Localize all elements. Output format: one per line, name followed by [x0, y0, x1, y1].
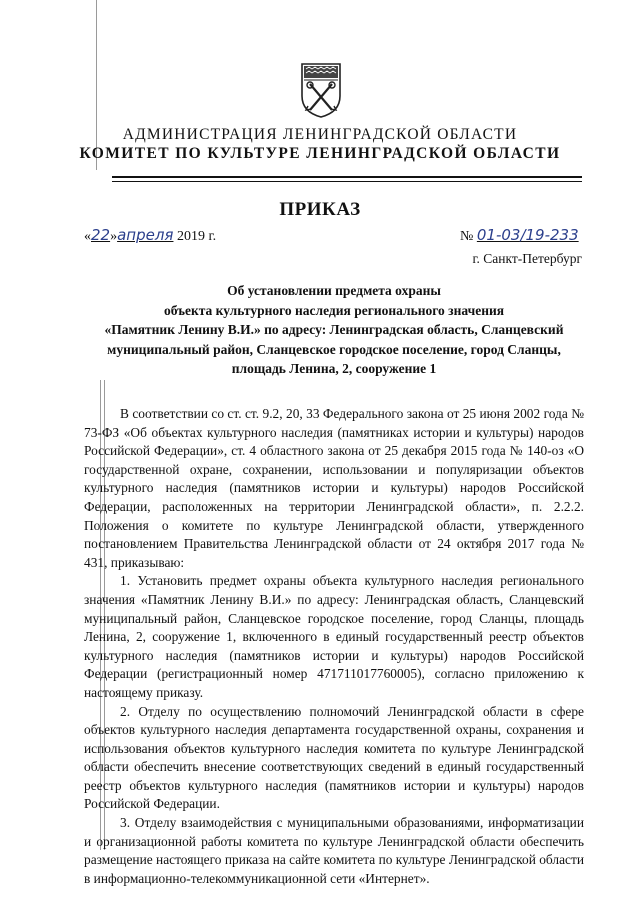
heading-line: муниципальный район, Сланцевское городское поселение, город Сланцы,	[107, 341, 561, 357]
heading-line: Об установлении предмета охраны	[227, 283, 441, 298]
document-title: ПРИКАЗ	[279, 199, 361, 220]
date-month: апреля	[117, 226, 174, 244]
city-label: г. Санкт-Петербург	[472, 251, 582, 266]
clause-1-paragraph: 1. Установить предмет охраны объекта культурного наследия регионального значения «Памятник Ленину В.И.» по адресу: Ленинградская область, Сланцевский муниципальный район, Сланцевское городское поселение, город Сланцы, площадь Ленина, 2, сооружение 1, включенного в единый государственный реестр объектов культурного наследия (памятников истории и культуры) народов Российской Федерации (регистрационный номер 471711017760005), согласно приложению к настоящему приказу.	[84, 573, 584, 700]
order-date	[84, 226, 216, 245]
heading-line: объекта культурного наследия регионального значения	[163, 302, 505, 318]
organization-name: АДМИНИСТРАЦИЯ ЛЕНИНГРАДСКОЙ ОБЛАСТИ	[122, 126, 518, 143]
date-quote-open: «	[84, 229, 91, 244]
preamble-paragraph: В соответствии со ст. ст. 9.2, 20, 33 Федерального закона от 25 июня 2002 года № 73-ФЗ «Об объектах культурного наследия (памятниках истории и культуры) народов Российской Федерации», ст. 4 областного закона от 25 декабря 2015 года № 140-оз «О государственной охране, сохранении, использовании и популяризации объектов культурного наследия (памятников истории и культуры) народов Российской Федерации, расположенных на территории Ленинградской области», п. 2.2.2. Положения о комитете по культуре Ленинградской области, утвержденного постановлением Правительства Ленинградской области от 24 октября 2017 года № 431, приказываю:	[84, 406, 584, 570]
heading-line: площадь Ленина, 2, сооружение 1	[231, 361, 437, 376]
order-number	[460, 226, 579, 245]
order-body	[84, 405, 584, 888]
date-quote-close: »	[110, 229, 118, 244]
heading-line: «Памятник Ленину В.И.» по адресу: Ленинградская область, Сланцевский	[104, 322, 564, 337]
coat-of-arms-icon	[300, 62, 342, 118]
clause-2-paragraph: 2. Отделу по осуществлению полномочий Ленинградской области в сфере объектов культурного наследия департамента государственной охраны, сохранения и использования объектов культурного наследия комитета по культуре Ленинградской области обеспечить внесение соответствующих сведений в единый государственный реестр объектов культурного наследия (памятников истории и культуры) народов Российской Федерации.	[84, 703, 584, 812]
committee-name: КОМИТЕТ ПО КУЛЬТУРЕ ЛЕНИНГРАДСКОЙ ОБЛАСТИ	[79, 145, 561, 162]
clause-3-paragraph: 3. Отделу взаимодействия с муниципальными образованиями, информатизации и организационной работы комитета по культуре Ленинградской области обеспечить размещение настоящего приказа на сайте комитета по культуре Ленинградской области в информационно-телекоммуникационной сети «Интернет».	[84, 815, 584, 886]
number-prefix: №	[460, 229, 474, 244]
date-year: 2019 г.	[176, 229, 217, 244]
order-heading	[84, 281, 584, 379]
header-divider	[112, 176, 582, 178]
number-value: 01-03/19-233	[476, 226, 579, 244]
date-day: 22	[91, 226, 111, 244]
header-divider-thin	[112, 181, 582, 182]
